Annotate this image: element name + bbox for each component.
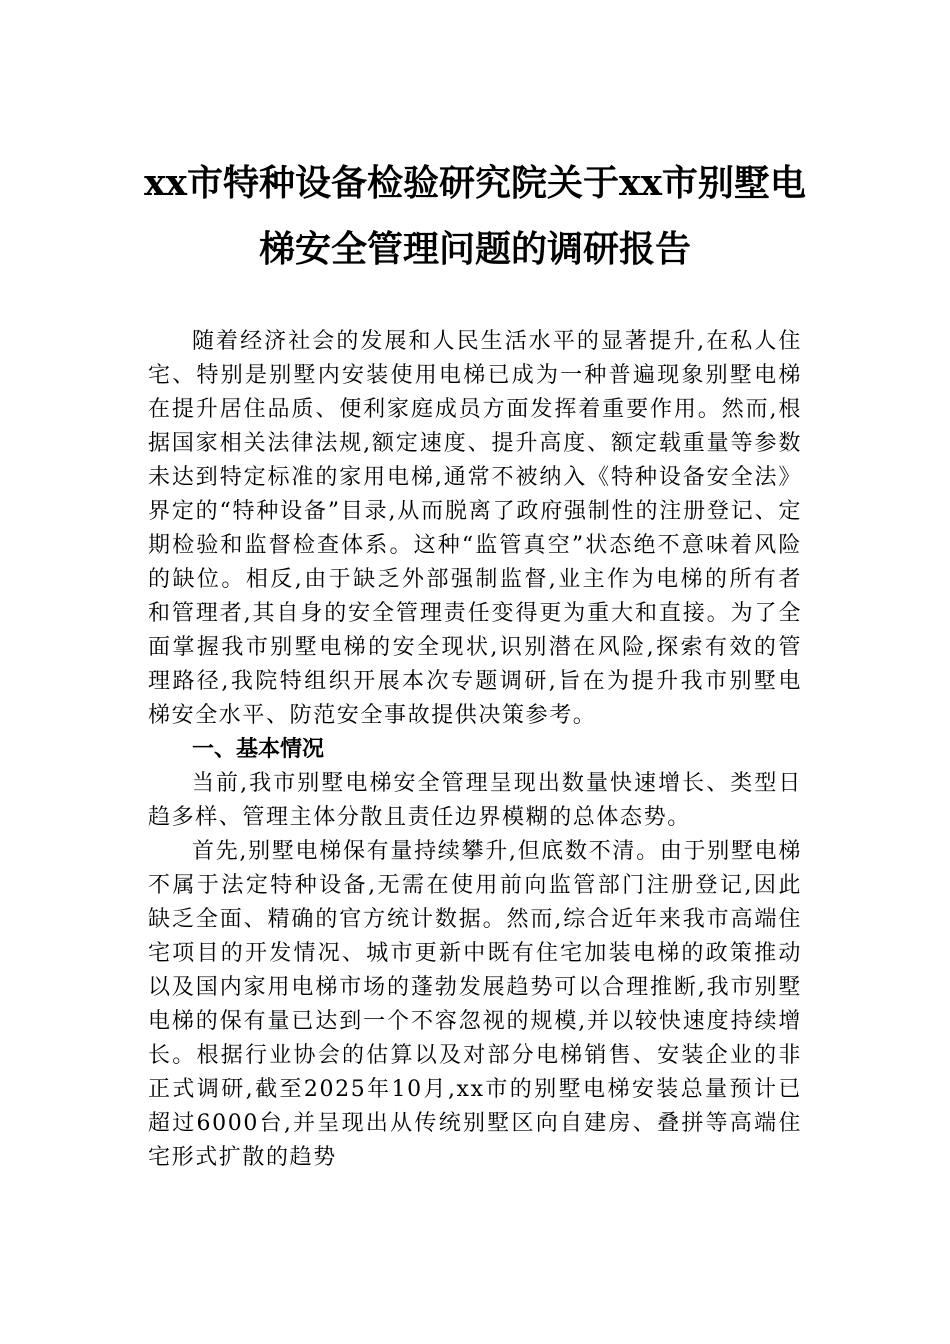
intro-paragraph: 随着经济社会的发展和人民生活水平的显著提升,在私人住宅、特别是别墅内安装使用电梯已成为一种普遍现象别墅电梯在提升居住品质、便利家庭成员方面发挥着重要作用。然而,根据国家相关法律法规,额定速度、提升高度、额定载重量等参数未达到特定标准的家用电梯,通常不被纳入《特种设备安全法》界定的“特种设备”目录,从而脱离了政府强制性的注册登记、定期检验和监督检查体系。这种“监管真空”状态绝不意味着风险的缺位。相反,由于缺乏外部强制监督,业主作为电梯的所有者和管理者,其自身的安全管理责任变得更为重大和直接。为了全面掌握我市别墅电梯的安全现状,识别潜在风险,探索有效的管理路径,我院特组织开展本次专题调研,旨在为提升我市别墅电梯安全水平、防范安全事故提供决策参考。 bbox=[148, 329, 802, 728]
section1-paragraph-2: 首先,别墅电梯保有量持续攀升,但底数不清。由于别墅电梯不属于法定特种设备,无需在使用前向监管部门注册登记,因此缺乏全面、精确的官方统计数据。然而,综合近年来我市高端住宅项目的开发情况、城市更新中既有住宅加装电梯的政策推动以及国内家用电梯市场的蓬勃发展趋势可以合理推断,我市别墅电梯的保有量已达到一个不容忽视的规模,并以较快速度持续增长。根据行业协会的估算以及对部分电梯销售、安装企业的非正式调研,截至2025年10月,xx市的别墅电梯安装总量预计已超过6000台,并呈现出从传统别墅区向自建房、叠拼等高端住宅形式扩散的趋势 bbox=[148, 839, 802, 1170]
title-line-2: 梯安全管理问题的调研报告 bbox=[258, 228, 691, 270]
section1-paragraph-1: 当前,我市别墅电梯安全管理呈现出数量快速增长、类型日趋多样、管理主体分散且责任边界模糊的总体态势。 bbox=[148, 771, 802, 830]
section-heading-basic-situation: 一、基本情况 bbox=[192, 737, 325, 762]
title-line-1: xx市特种设备检验研究院关于xx市别墅电 bbox=[144, 162, 806, 204]
document-body bbox=[148, 325, 802, 1175]
document-title bbox=[100, 150, 850, 282]
